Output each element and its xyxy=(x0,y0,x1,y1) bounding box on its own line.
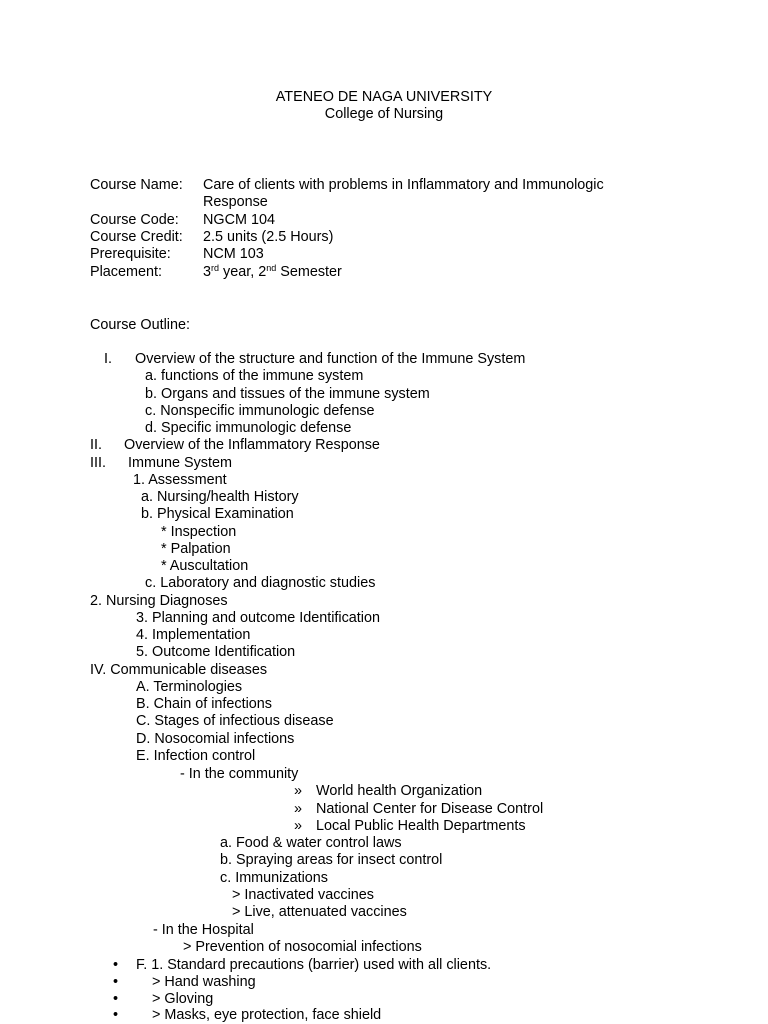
outline-item: d. Specific immunologic defense xyxy=(145,420,352,436)
college-subtitle: College of Nursing xyxy=(324,106,444,122)
outline-item: 3. Planning and outcome Identification xyxy=(136,610,381,626)
outline-item: > Hand washing xyxy=(152,974,256,990)
outline-item: * Auscultation xyxy=(161,558,249,574)
course-outline-heading: Course Outline: xyxy=(90,317,190,333)
outline-item: b. Spraying areas for insect control xyxy=(220,852,443,868)
outline-item: National Center for Disease Control xyxy=(316,801,544,817)
bullet-icon: • xyxy=(113,991,119,1007)
outline-item: 2. Nursing Diagnoses xyxy=(90,593,228,609)
outline-numeral: II. xyxy=(90,437,102,453)
bullet-icon: • xyxy=(113,1007,119,1023)
outline-item: a. Food & water control laws xyxy=(220,835,402,851)
outline-item: B. Chain of infections xyxy=(136,696,272,712)
bullet-icon: • xyxy=(113,974,119,990)
outline-item: a. Nursing/health History xyxy=(141,489,299,505)
course-name-label: Course Name: xyxy=(90,177,183,193)
outline-item: c. Laboratory and diagnostic studies xyxy=(145,575,376,591)
university-title: ATENEO DE NAGA UNIVERSITY xyxy=(275,89,493,105)
placement-value: 3rd year, 2nd Semester xyxy=(203,263,342,280)
course-credit-label: Course Credit: xyxy=(90,229,183,245)
outline-item: > Masks, eye protection, face shield xyxy=(152,1007,382,1023)
course-credit-value: 2.5 units (2.5 Hours) xyxy=(203,229,334,245)
list-marker: » xyxy=(294,783,303,799)
outline-item: c. Immunizations xyxy=(220,870,328,886)
outline-numeral: I. xyxy=(104,351,112,367)
outline-item: IV. Communicable diseases xyxy=(90,662,268,678)
outline-item: * Inspection xyxy=(161,524,237,540)
outline-item: > Gloving xyxy=(152,991,214,1007)
course-name-value: Care of clients with problems in Inflammatory and Immunologic xyxy=(203,177,604,193)
outline-item: Local Public Health Departments xyxy=(316,818,526,834)
outline-item: - In the Hospital xyxy=(153,922,254,938)
course-name-value-cont: Response xyxy=(203,194,268,210)
outline-item: - In the community xyxy=(180,766,299,782)
outline-item: A. Terminologies xyxy=(136,679,243,695)
course-code-label: Course Code: xyxy=(90,212,179,228)
outline-numeral: III. xyxy=(90,455,106,471)
outline-item: E. Infection control xyxy=(136,748,256,764)
outline-item: 5. Outcome Identification xyxy=(136,644,296,660)
outline-item: c. Nonspecific immunologic defense xyxy=(145,403,375,419)
outline-item: > Inactivated vaccines xyxy=(232,887,374,903)
outline-item: 1. Assessment xyxy=(133,472,227,488)
outline-item: Immune System xyxy=(128,455,232,471)
prerequisite-value: NCM 103 xyxy=(203,246,264,262)
outline-item: C. Stages of infectious disease xyxy=(136,713,334,729)
bullet-icon: • xyxy=(113,957,119,973)
list-marker: » xyxy=(294,801,303,817)
outline-item: D. Nosocomial infections xyxy=(136,731,295,747)
outline-item: b. Physical Examination xyxy=(141,506,294,522)
list-marker: » xyxy=(294,818,303,834)
outline-item: * Palpation xyxy=(161,541,231,557)
outline-item: Overview of the structure and function of the Immune System xyxy=(135,351,526,367)
outline-item: 4. Implementation xyxy=(136,627,251,643)
outline-item: World health Organization xyxy=(316,783,483,799)
outline-item: F. 1. Standard precautions (barrier) used with all clients. xyxy=(136,957,492,973)
course-code-value: NGCM 104 xyxy=(203,212,275,228)
outline-item: > Prevention of nosocomial infections xyxy=(183,939,422,955)
prerequisite-label: Prerequisite: xyxy=(90,246,171,262)
outline-item: b. Organs and tissues of the immune system xyxy=(145,386,430,402)
outline-item: > Live, attenuated vaccines xyxy=(232,904,407,920)
placement-label: Placement: xyxy=(90,264,162,280)
outline-item: Overview of the Inflammatory Response xyxy=(124,437,380,453)
outline-item: a. functions of the immune system xyxy=(145,368,364,384)
